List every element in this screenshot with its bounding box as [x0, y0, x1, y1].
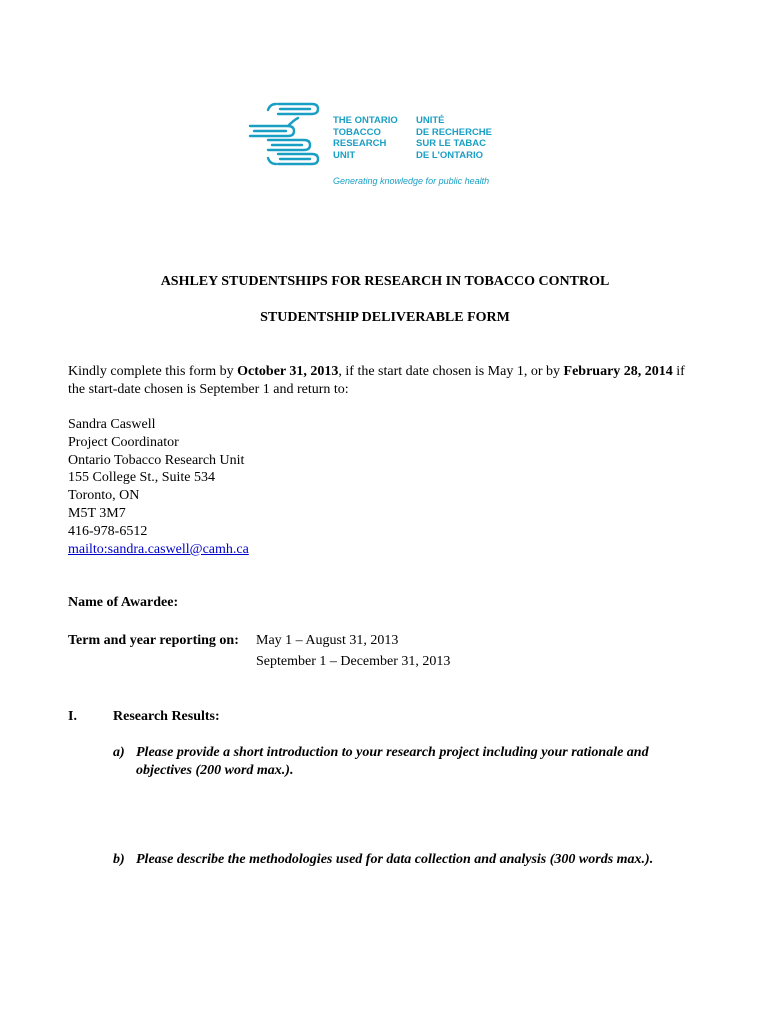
term-option-label: May 1 – August 31, 2013: [256, 633, 399, 648]
contact-title: Project Coordinator: [68, 434, 179, 450]
question-b-marker: b): [113, 852, 125, 867]
logo-fr-line: DE RECHERCHE: [416, 126, 493, 138]
intro-text: Kindly complete this form by: [68, 364, 238, 379]
logo-english-name: [333, 115, 398, 161]
contact-email-link[interactable]: mailto:sandra.caswell@camh.ca: [68, 541, 249, 557]
contact-phone: 416-978-6512: [68, 523, 148, 539]
awardee-label: Name of Awardee:: [68, 595, 179, 610]
intro-text: if the start-date chosen is September 1 and return to:: [68, 364, 685, 397]
contact-address: [68, 416, 249, 558]
term-label: Term and year reporting on:: [68, 633, 239, 648]
logo-fr-line: UNITÉ: [416, 115, 445, 126]
question-a: Please provide a short introduction to your research project including your rationale and objectives (200 word max.).: [136, 745, 649, 778]
logo-french-name: [416, 115, 492, 161]
contact-street: 155 College St., Suite 534: [68, 470, 215, 486]
intro-paragraph: [68, 363, 688, 399]
otru-logo-icon: [248, 100, 320, 168]
deadline-1: October 31, 2013: [237, 364, 339, 379]
logo-en-line: THE ONTARIO: [333, 115, 398, 126]
section-title: Research Results:: [113, 709, 220, 724]
logo-fr-line: DE L'ONTARIO: [416, 149, 483, 161]
logo-tagline: Generating knowledge for public health: [333, 176, 490, 186]
term-option-may[interactable]: [256, 633, 398, 649]
intro-text: , if the start date chosen is May 1, or by: [338, 364, 564, 379]
section-number: I.: [68, 709, 77, 724]
deadline-2: February 28, 2014: [563, 364, 673, 379]
question-b: Please describe the methodologies used for data collection and analysis (300 words max.).: [136, 852, 654, 867]
contact-postal: M5T 3M7: [68, 505, 126, 521]
logo-en-line: TOBACCO: [333, 126, 381, 138]
logo-en-line: RESEARCH: [333, 138, 387, 149]
term-option-label: September 1 – December 31, 2013: [256, 654, 451, 669]
term-option-september[interactable]: [256, 654, 450, 670]
logo-fr-line: SUR LE TABAC: [416, 138, 487, 149]
logo-en-line: UNIT: [333, 149, 356, 161]
page-title: ASHLEY STUDENTSHIPS FOR RESEARCH IN TOBACCO CONTROL: [160, 274, 610, 289]
contact-city: Toronto, ON: [68, 488, 140, 504]
form-title: STUDENTSHIP DELIVERABLE FORM: [260, 310, 510, 325]
question-a-marker: a): [113, 745, 125, 760]
contact-org: Ontario Tobacco Research Unit: [68, 452, 245, 468]
contact-name: Sandra Caswell: [68, 417, 156, 432]
